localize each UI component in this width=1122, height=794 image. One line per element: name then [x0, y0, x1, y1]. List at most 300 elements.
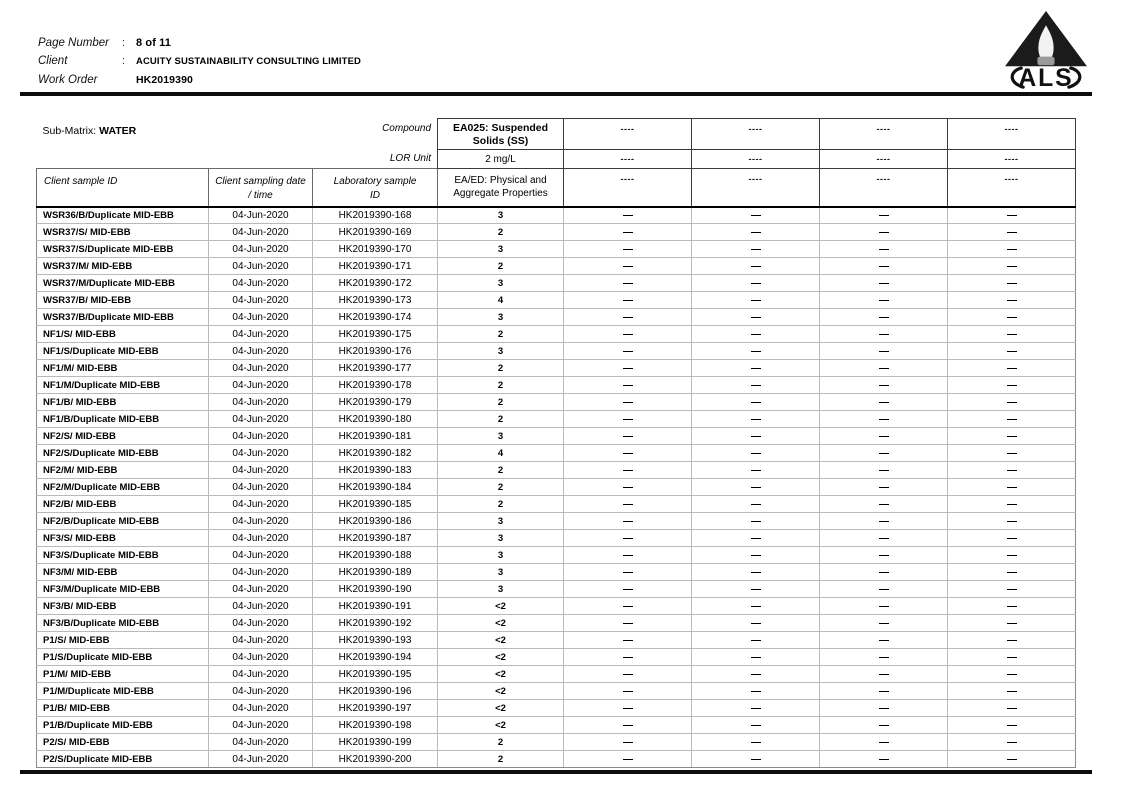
sampling-date-cell: 04-Jun-2020 — [209, 717, 313, 734]
result-value-cell: 2 — [438, 258, 564, 275]
sampling-date-cell: 04-Jun-2020 — [209, 411, 313, 428]
client-sample-id-cell: NF1/S/Duplicate MID-EBB — [37, 343, 209, 360]
result-value-cell: 2 — [438, 751, 564, 768]
lab-sample-id-cell: HK2019390-182 — [313, 445, 438, 462]
empty-result-cell: — — [692, 751, 820, 768]
lab-sample-id-cell: HK2019390-196 — [313, 683, 438, 700]
sampling-date-cell: 04-Jun-2020 — [209, 496, 313, 513]
col-header-lab-sample-id-line2: ID — [370, 190, 380, 201]
client-sample-id-cell: P1/M/ MID-EBB — [37, 666, 209, 683]
sub-matrix-label: Sub-Matrix: — [42, 124, 100, 137]
sample-row — [37, 377, 1076, 394]
lab-sample-id-cell: HK2019390-180 — [313, 411, 438, 428]
result-value-cell: 3 — [438, 530, 564, 547]
sample-row — [37, 683, 1076, 700]
lab-sample-id-cell: HK2019390-185 — [313, 496, 438, 513]
sample-row — [37, 343, 1076, 360]
empty-result-cell: — — [948, 564, 1076, 581]
sample-row — [37, 581, 1076, 598]
empty-lor-cell: ---- — [692, 150, 820, 169]
empty-result-cell: — — [564, 513, 692, 530]
empty-result-cell: — — [820, 683, 948, 700]
sample-row — [37, 496, 1076, 513]
client-sample-id-cell: P1/S/ MID-EBB — [37, 632, 209, 649]
empty-result-cell: — — [948, 530, 1076, 547]
als-logo — [998, 10, 1094, 90]
sample-row — [37, 479, 1076, 496]
sample-row — [37, 241, 1076, 258]
empty-result-cell: — — [692, 377, 820, 394]
empty-result-cell: — — [820, 717, 948, 734]
empty-result-cell: — — [692, 700, 820, 717]
col-header-sampling-date — [209, 169, 313, 207]
result-value-cell: <2 — [438, 717, 564, 734]
empty-lor-cell: ---- — [948, 150, 1076, 169]
client-sample-id-cell: NF3/B/Duplicate MID-EBB — [37, 615, 209, 632]
empty-result-cell: — — [820, 734, 948, 751]
result-value-cell: 2 — [438, 224, 564, 241]
empty-result-cell: — — [564, 462, 692, 479]
work-order-row — [38, 73, 361, 87]
sampling-date-cell: 04-Jun-2020 — [209, 292, 313, 309]
sampling-date-cell: 04-Jun-2020 — [209, 309, 313, 326]
page-number-row — [38, 36, 361, 50]
empty-result-cell: — — [692, 598, 820, 615]
result-value-cell: <2 — [438, 700, 564, 717]
sample-rows — [37, 207, 1076, 768]
empty-result-cell: — — [820, 496, 948, 513]
lab-sample-id-cell: HK2019390-188 — [313, 547, 438, 564]
lab-sample-id-cell: HK2019390-199 — [313, 734, 438, 751]
lor-unit-row — [37, 150, 1076, 169]
empty-result-cell: — — [692, 258, 820, 275]
sampling-date-cell: 04-Jun-2020 — [209, 241, 313, 258]
sample-row — [37, 530, 1076, 547]
header-divider-rule — [20, 92, 1092, 96]
empty-result-cell: — — [564, 496, 692, 513]
sampling-date-cell: 04-Jun-2020 — [209, 564, 313, 581]
result-value-cell: <2 — [438, 683, 564, 700]
empty-result-cell: — — [564, 751, 692, 768]
client-sample-id-cell: WSR37/M/Duplicate MID-EBB — [37, 275, 209, 292]
empty-result-cell: — — [948, 683, 1076, 700]
result-value-cell: 3 — [438, 564, 564, 581]
empty-result-cell: — — [564, 207, 692, 224]
empty-result-cell: — — [564, 377, 692, 394]
sample-row — [37, 445, 1076, 462]
empty-result-cell: — — [564, 343, 692, 360]
result-value-cell: 2 — [438, 411, 564, 428]
client-sample-id-cell: NF1/B/Duplicate MID-EBB — [37, 411, 209, 428]
empty-result-cell: — — [820, 258, 948, 275]
empty-result-cell: — — [692, 411, 820, 428]
sampling-date-cell: 04-Jun-2020 — [209, 207, 313, 224]
client-sample-id-cell: WSR37/S/ MID-EBB — [37, 224, 209, 241]
sampling-date-cell: 04-Jun-2020 — [209, 598, 313, 615]
client-sample-id-cell: NF3/M/Duplicate MID-EBB — [37, 581, 209, 598]
sampling-date-cell: 04-Jun-2020 — [209, 343, 313, 360]
lab-sample-id-cell: HK2019390-168 — [313, 207, 438, 224]
empty-result-cell: — — [820, 581, 948, 598]
sample-row — [37, 513, 1076, 530]
client-sample-id-cell: WSR37/S/Duplicate MID-EBB — [37, 241, 209, 258]
empty-result-cell: — — [564, 632, 692, 649]
lab-sample-id-cell: HK2019390-181 — [313, 428, 438, 445]
empty-result-cell: — — [692, 394, 820, 411]
client-value: ACUITY SUSTAINABILITY CONSULTING LIMITED — [136, 56, 361, 67]
result-value-cell: 3 — [438, 343, 564, 360]
empty-result-cell: — — [692, 496, 820, 513]
sampling-date-cell: 04-Jun-2020 — [209, 734, 313, 751]
lab-sample-id-cell: HK2019390-184 — [313, 479, 438, 496]
empty-result-cell: — — [692, 224, 820, 241]
separator: : — [122, 55, 126, 67]
empty-result-cell: — — [692, 547, 820, 564]
empty-result-cell: — — [948, 513, 1076, 530]
empty-result-cell: — — [948, 241, 1076, 258]
als-logo-icon — [998, 10, 1094, 90]
sample-row — [37, 717, 1076, 734]
empty-compound-cell: ---- — [948, 119, 1076, 150]
empty-result-cell: — — [948, 598, 1076, 615]
sampling-date-cell: 04-Jun-2020 — [209, 649, 313, 666]
lab-sample-id-cell: HK2019390-179 — [313, 394, 438, 411]
client-sample-id-cell: P1/S/Duplicate MID-EBB — [37, 649, 209, 666]
empty-result-cell: — — [564, 241, 692, 258]
empty-result-cell: — — [692, 734, 820, 751]
result-value-cell: 3 — [438, 275, 564, 292]
empty-result-cell: — — [564, 734, 692, 751]
sample-row — [37, 598, 1076, 615]
empty-result-cell: — — [948, 292, 1076, 309]
empty-result-cell: — — [564, 275, 692, 292]
sampling-date-cell: 04-Jun-2020 — [209, 394, 313, 411]
empty-result-cell: — — [692, 445, 820, 462]
empty-method-cell: ---- — [820, 169, 948, 207]
empty-result-cell: — — [692, 275, 820, 292]
client-sample-id-cell: P2/S/ MID-EBB — [37, 734, 209, 751]
empty-result-cell: — — [692, 309, 820, 326]
method-group-line2: Aggregate Properties — [453, 188, 548, 199]
sampling-date-cell: 04-Jun-2020 — [209, 683, 313, 700]
sampling-date-cell: 04-Jun-2020 — [209, 632, 313, 649]
client-sample-id-cell: NF1/M/Duplicate MID-EBB — [37, 377, 209, 394]
result-value-cell: 2 — [438, 496, 564, 513]
sample-row — [37, 547, 1076, 564]
sample-row — [37, 734, 1076, 751]
sample-row — [37, 292, 1076, 309]
empty-result-cell: — — [948, 343, 1076, 360]
empty-result-cell: — — [820, 751, 948, 768]
empty-result-cell: — — [948, 479, 1076, 496]
empty-result-cell: — — [948, 394, 1076, 411]
sample-row — [37, 564, 1076, 581]
empty-result-cell: — — [948, 377, 1076, 394]
empty-result-cell: — — [820, 530, 948, 547]
sampling-date-cell: 04-Jun-2020 — [209, 547, 313, 564]
empty-result-cell: — — [820, 649, 948, 666]
client-sample-id-cell: NF1/M/ MID-EBB — [37, 360, 209, 377]
result-value-cell: 2 — [438, 377, 564, 394]
empty-result-cell: — — [564, 428, 692, 445]
empty-result-cell: — — [948, 411, 1076, 428]
result-value-cell: 3 — [438, 547, 564, 564]
empty-result-cell: — — [948, 224, 1076, 241]
result-value-cell: <2 — [438, 632, 564, 649]
sample-row — [37, 615, 1076, 632]
client-sample-id-cell: P1/B/Duplicate MID-EBB — [37, 717, 209, 734]
client-sample-id-cell: NF3/B/ MID-EBB — [37, 598, 209, 615]
sample-row — [37, 751, 1076, 768]
client-sample-id-cell: NF1/S/ MID-EBB — [37, 326, 209, 343]
lab-sample-id-cell: HK2019390-193 — [313, 632, 438, 649]
empty-method-cell: ---- — [692, 169, 820, 207]
empty-result-cell: — — [692, 581, 820, 598]
spacer-cell — [37, 150, 313, 169]
empty-result-cell: — — [564, 547, 692, 564]
sampling-date-cell: 04-Jun-2020 — [209, 428, 313, 445]
empty-result-cell: — — [564, 649, 692, 666]
client-sample-id-cell: NF2/B/Duplicate MID-EBB — [37, 513, 209, 530]
empty-result-cell: — — [820, 224, 948, 241]
empty-result-cell: — — [948, 309, 1076, 326]
compound-name-line2: Solids (SS) — [472, 135, 529, 147]
sampling-date-cell: 04-Jun-2020 — [209, 224, 313, 241]
empty-result-cell: — — [564, 360, 692, 377]
sampling-date-cell: 04-Jun-2020 — [209, 479, 313, 496]
empty-result-cell: — — [564, 683, 692, 700]
empty-result-cell: — — [948, 360, 1076, 377]
lab-sample-id-cell: HK2019390-195 — [313, 666, 438, 683]
lor-unit-row-label: LOR Unit — [313, 150, 438, 169]
result-value-cell: 2 — [438, 462, 564, 479]
sample-row — [37, 666, 1076, 683]
empty-result-cell: — — [692, 360, 820, 377]
empty-result-cell: — — [564, 717, 692, 734]
empty-result-cell: — — [948, 751, 1076, 768]
empty-result-cell: — — [948, 615, 1076, 632]
client-row — [38, 54, 361, 69]
client-sample-id-cell: NF1/B/ MID-EBB — [37, 394, 209, 411]
sampling-date-cell: 04-Jun-2020 — [209, 462, 313, 479]
empty-result-cell: — — [820, 564, 948, 581]
empty-result-cell: — — [692, 717, 820, 734]
client-sample-id-cell: WSR37/B/Duplicate MID-EBB — [37, 309, 209, 326]
empty-result-cell: — — [820, 241, 948, 258]
sampling-date-cell: 04-Jun-2020 — [209, 530, 313, 547]
result-value-cell: 3 — [438, 207, 564, 224]
empty-result-cell: — — [820, 343, 948, 360]
page-number-label: Page Number — [38, 37, 109, 49]
client-sample-id-cell: NF3/S/ MID-EBB — [37, 530, 209, 547]
empty-result-cell: — — [692, 530, 820, 547]
sample-row — [37, 700, 1076, 717]
lab-sample-id-cell: HK2019390-169 — [313, 224, 438, 241]
empty-result-cell: — — [820, 360, 948, 377]
lab-sample-id-cell: HK2019390-174 — [313, 309, 438, 326]
sampling-date-cell: 04-Jun-2020 — [209, 377, 313, 394]
result-value-cell: 3 — [438, 241, 564, 258]
sampling-date-cell: 04-Jun-2020 — [209, 751, 313, 768]
sample-row — [37, 411, 1076, 428]
client-sample-id-cell: NF3/S/Duplicate MID-EBB — [37, 547, 209, 564]
empty-result-cell: — — [948, 445, 1076, 462]
empty-result-cell: — — [564, 479, 692, 496]
client-sample-id-cell: NF2/M/Duplicate MID-EBB — [37, 479, 209, 496]
empty-result-cell: — — [948, 547, 1076, 564]
result-value-cell: <2 — [438, 615, 564, 632]
empty-result-cell: — — [948, 581, 1076, 598]
empty-result-cell: — — [692, 292, 820, 309]
lor-unit-cell: 2 mg/L — [438, 150, 564, 169]
compound-name-line1: EA025: Suspended — [452, 122, 549, 134]
work-order-label: Work Order — [38, 74, 98, 86]
lab-sample-id-cell: HK2019390-190 — [313, 581, 438, 598]
client-sample-id-cell: NF3/M/ MID-EBB — [37, 564, 209, 581]
empty-result-cell: — — [948, 666, 1076, 683]
empty-result-cell: — — [948, 207, 1076, 224]
lab-sample-id-cell: HK2019390-197 — [313, 700, 438, 717]
empty-compound-cell: ---- — [564, 119, 692, 150]
column-header-row — [37, 169, 1076, 207]
col-header-sampling-date-line2: / time — [248, 190, 273, 201]
sampling-date-cell: 04-Jun-2020 — [209, 360, 313, 377]
lab-sample-id-cell: HK2019390-176 — [313, 343, 438, 360]
empty-result-cell: — — [692, 564, 820, 581]
lab-sample-id-cell: HK2019390-191 — [313, 598, 438, 615]
empty-result-cell: — — [692, 241, 820, 258]
empty-result-cell: — — [564, 309, 692, 326]
sampling-date-cell: 04-Jun-2020 — [209, 275, 313, 292]
empty-result-cell: — — [820, 326, 948, 343]
sample-row — [37, 428, 1076, 445]
result-value-cell: 2 — [438, 479, 564, 496]
empty-result-cell: — — [692, 632, 820, 649]
sample-row — [37, 224, 1076, 241]
empty-result-cell: — — [948, 700, 1076, 717]
empty-result-cell: — — [564, 292, 692, 309]
lab-sample-id-cell: HK2019390-189 — [313, 564, 438, 581]
client-sample-id-cell: NF2/S/ MID-EBB — [37, 428, 209, 445]
empty-result-cell: — — [692, 343, 820, 360]
client-sample-id-cell: NF2/S/Duplicate MID-EBB — [37, 445, 209, 462]
result-value-cell: 2 — [438, 360, 564, 377]
empty-result-cell: — — [948, 428, 1076, 445]
col-header-sampling-date-line1: Client sampling date — [215, 176, 306, 187]
lab-sample-id-cell: HK2019390-194 — [313, 649, 438, 666]
empty-result-cell: — — [564, 394, 692, 411]
sampling-date-cell: 04-Jun-2020 — [209, 326, 313, 343]
results-table-wrap — [36, 118, 1076, 768]
lab-sample-id-cell: HK2019390-177 — [313, 360, 438, 377]
empty-result-cell: — — [564, 700, 692, 717]
empty-result-cell: — — [820, 513, 948, 530]
empty-lor-cell: ---- — [820, 150, 948, 169]
result-value-cell: 3 — [438, 309, 564, 326]
empty-compound-cell: ---- — [692, 119, 820, 150]
empty-result-cell: — — [948, 717, 1076, 734]
footer-rule — [20, 770, 1092, 774]
empty-result-cell: — — [948, 649, 1076, 666]
sampling-date-cell: 04-Jun-2020 — [209, 513, 313, 530]
lab-sample-id-cell: HK2019390-187 — [313, 530, 438, 547]
empty-result-cell: — — [820, 462, 948, 479]
empty-result-cell: — — [820, 666, 948, 683]
lab-sample-id-cell: HK2019390-186 — [313, 513, 438, 530]
sampling-date-cell: 04-Jun-2020 — [209, 581, 313, 598]
result-value-cell: 4 — [438, 445, 564, 462]
sampling-date-cell: 04-Jun-2020 — [209, 615, 313, 632]
client-sample-id-cell: NF2/M/ MID-EBB — [37, 462, 209, 479]
empty-result-cell: — — [692, 615, 820, 632]
empty-result-cell: — — [948, 275, 1076, 292]
empty-result-cell: — — [564, 326, 692, 343]
sampling-date-cell: 04-Jun-2020 — [209, 700, 313, 717]
sampling-date-cell: 04-Jun-2020 — [209, 666, 313, 683]
empty-result-cell: — — [692, 326, 820, 343]
empty-result-cell: — — [820, 700, 948, 717]
results-table — [36, 118, 1076, 768]
sample-row — [37, 632, 1076, 649]
lab-sample-id-cell: HK2019390-183 — [313, 462, 438, 479]
empty-result-cell: — — [948, 496, 1076, 513]
lab-sample-id-cell: HK2019390-192 — [313, 615, 438, 632]
empty-result-cell: — — [692, 683, 820, 700]
result-value-cell: 2 — [438, 394, 564, 411]
lab-sample-id-cell: HK2019390-178 — [313, 377, 438, 394]
lab-sample-id-cell: HK2019390-175 — [313, 326, 438, 343]
empty-result-cell: — — [564, 615, 692, 632]
empty-result-cell: — — [692, 666, 820, 683]
empty-result-cell: — — [948, 258, 1076, 275]
empty-result-cell: — — [820, 615, 948, 632]
empty-result-cell: — — [820, 445, 948, 462]
client-sample-id-cell: P1/M/Duplicate MID-EBB — [37, 683, 209, 700]
empty-result-cell: — — [692, 649, 820, 666]
empty-result-cell: — — [820, 632, 948, 649]
empty-result-cell: — — [820, 275, 948, 292]
result-value-cell: 2 — [438, 734, 564, 751]
empty-result-cell: — — [948, 462, 1076, 479]
empty-result-cell: — — [692, 428, 820, 445]
result-value-cell: 4 — [438, 292, 564, 309]
separator: : — [122, 37, 126, 49]
empty-result-cell: — — [820, 292, 948, 309]
empty-result-cell: — — [564, 666, 692, 683]
method-group-line1: EA/ED: Physical and — [454, 175, 547, 186]
empty-result-cell: — — [564, 581, 692, 598]
empty-result-cell: — — [564, 445, 692, 462]
sub-matrix-value: WATER — [99, 124, 137, 137]
col-header-client-sample-id: Client sample ID — [37, 169, 209, 207]
empty-result-cell: — — [948, 326, 1076, 343]
sub-matrix — [37, 119, 313, 150]
sample-row — [37, 207, 1076, 224]
lab-sample-id-cell: HK2019390-170 — [313, 241, 438, 258]
result-value-cell: 3 — [438, 428, 564, 445]
empty-result-cell: — — [692, 462, 820, 479]
client-sample-id-cell: WSR37/B/ MID-EBB — [37, 292, 209, 309]
empty-compound-cell: ---- — [820, 119, 948, 150]
empty-result-cell: — — [948, 632, 1076, 649]
empty-result-cell: — — [820, 411, 948, 428]
als-logo-text: ALS — [1018, 65, 1074, 90]
col-header-lab-sample-id-line1: Laboratory sample — [333, 176, 417, 187]
sample-row — [37, 360, 1076, 377]
lab-sample-id-cell: HK2019390-200 — [313, 751, 438, 768]
client-sample-id-cell: WSR37/M/ MID-EBB — [37, 258, 209, 275]
empty-result-cell: — — [564, 564, 692, 581]
